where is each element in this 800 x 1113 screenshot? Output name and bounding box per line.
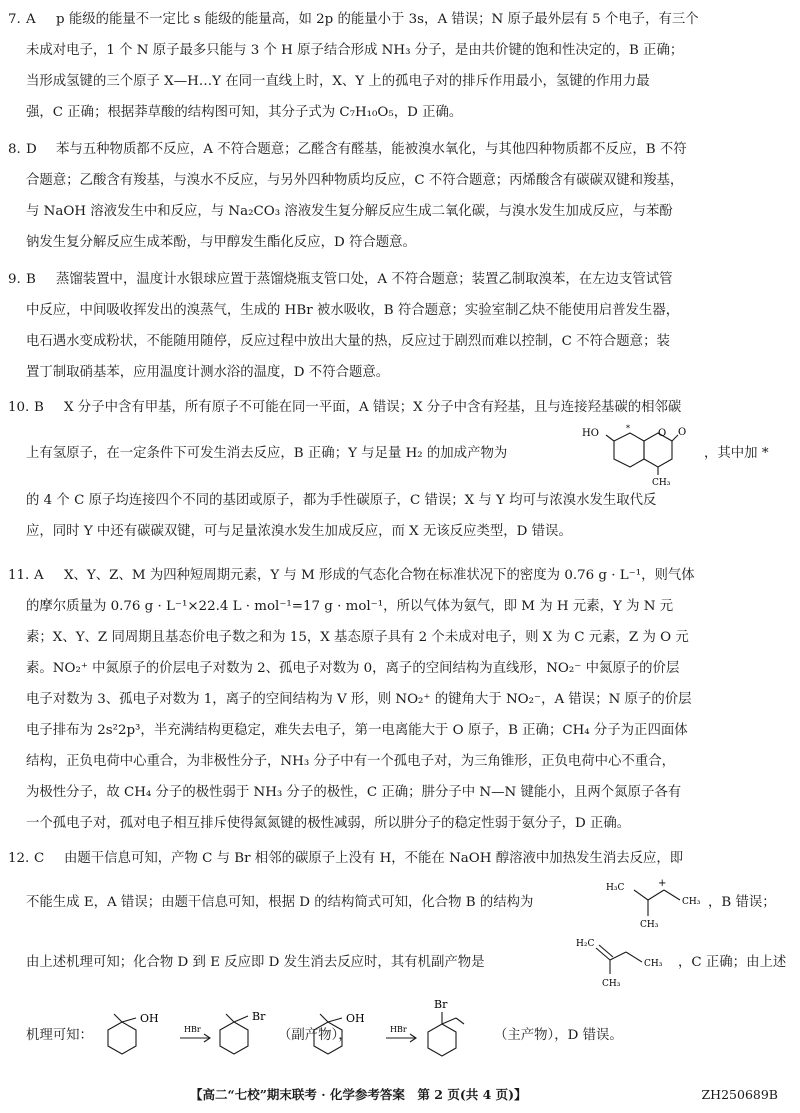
item-text: 上有氢原子，在一定条件下可发生消去反应，B 正确；Y 与足量 H₂ 的加成产物为 — [26, 446, 508, 461]
b-carbocation-plus: + — [658, 878, 667, 889]
mech-oh-label-2: OH — [346, 1012, 365, 1025]
item-answer: B — [34, 400, 44, 415]
item-text: 不能生成 E，A 错误；由题干信息可知，根据 D 的结构简式可知，化合物 B 的结构为 — [26, 895, 534, 910]
item-11-line-8: 为极性分子，故 CH₄ 分子的极性弱于 NH₃ 分子的极性，C 正确；肼分子中 N—N 键能小，且两个氮原子各有 — [26, 785, 682, 800]
answer-item-12 — [8, 843, 792, 1078]
b-ch3-right-label: CH₃ — [682, 897, 701, 907]
item-text: 蒸馏装置中，温度计水银球应置于蒸馏烧瓶支管口处，A 不符合题意；装置乙制取溴苯，在左边支管试管 — [56, 272, 673, 287]
answer-item-8 — [8, 134, 792, 258]
compound-b-structure — [602, 874, 714, 932]
item-answer: B — [26, 272, 36, 287]
item-number: 9. — [8, 272, 21, 287]
item-11-line-3: 素；X、Y、Z 同周期且基态价电子数之和为 15，X 基态原子具有 2 个未成对电子，则 X 为 C 元素，Z 为 O 元 — [26, 630, 689, 645]
item-text: ，C 正确；由上述 — [678, 955, 787, 970]
chiral-star: * — [626, 424, 630, 433]
item-12-line-4 — [8, 994, 792, 1078]
item-answer: A — [26, 12, 36, 27]
item-8-line-3: 与 NaOH 溶液发生中和反应，与 Na₂CO₃ 溶液发生复分解反应生成二氧化碳，与溴水发生加成反应，与苯酚 — [26, 204, 673, 219]
item-10-line-4: 应，同时 Y 中还有碳碳双键，可与足量浓溴水发生加成反应，而 X 无该反应类型，D 错误。 — [26, 524, 572, 539]
compound-d-elimination-byproduct-structure — [574, 934, 678, 992]
item-7-line-2: 未成对电子，1 个 N 原子最多只能与 3 个 H 原子结合形成 NH₃ 分子，是由共价键的饱和性决定的，B 正确； — [26, 43, 684, 58]
item-9-line-4: 置丁制取硝基苯，应用温度计测水浴的温度，D 不符合题意。 — [26, 365, 390, 380]
mech-br-label-1: Br — [252, 1010, 266, 1023]
item-11-line-5: 电子对数为 3、孤电子对数为 1，离子的空间结构为 V 形，则 NO₂⁺ 的键角大于 NO₂⁻，A 错误；N 原子的价层 — [26, 692, 692, 707]
d-ch3-right-label: CH₃ — [644, 959, 663, 969]
carbonyl-o-label: O — [678, 427, 687, 438]
item-text: ，其中加 * — [704, 446, 769, 461]
b-ch3-bottom-label: CH₃ — [640, 920, 659, 930]
item-10-line-3: 的 4 个 C 原子均连接四个不同的基团或原子，都为手性碳原子，C 错误；X 与 Y 均可与浓溴水发生取代反 — [26, 493, 657, 508]
footer-code: ZH250689B — [701, 1087, 778, 1102]
item-8-line-4: 钠发生复分解反应生成苯酚，与甲醇发生酯化反应，D 符合题意。 — [26, 235, 416, 250]
item-7-line-3: 当形成氢键的三个原子 X—H…Y 在同一直线上时，X、Y 上的孤电子对的排斥作用最小，氢键的作用力最 — [26, 74, 650, 89]
item-number: 7. — [8, 12, 21, 27]
footer-title: 【高二“七校”期末联考 · 化学参考答案 第 2 页(共 4 页)】 — [190, 1087, 527, 1102]
ring-left — [614, 433, 644, 467]
oh-label: HO — [582, 428, 599, 439]
item-11-line-7: 结构，正负电荷中心重合，为非极性分子，NH₃ 分子中有一个孤电子对，为三角锥形，正负电荷中心不重合， — [26, 754, 675, 769]
item-7-line-1 — [8, 4, 792, 35]
item-text: 苯与五种物质都不反应，A 不符合题意；乙醛含有醛基，能被溴水氧化，与其他四种物质都不反应，B 不符 — [56, 142, 687, 157]
mech-br-label-2: Br — [434, 998, 448, 1011]
y-hydrogenation-product-structure — [576, 419, 694, 489]
item-11-line-9: 一个孤电子对，孤对电子相互排斥使得氮氮键的极性减弱，所以肼分子的稳定性弱于氨分子，D 正确。 — [26, 816, 631, 831]
item-answer: D — [26, 142, 37, 157]
ch3-label: CH₃ — [652, 478, 671, 488]
page-footer — [0, 1084, 800, 1106]
item-8-line-2: 合题意；乙酸含有羧基，与溴水不反应，与另外四种物质均反应，C 不符合题意；丙烯酸含有碳碳双键和羧基， — [26, 173, 684, 188]
mech-oh-label-1: OH — [140, 1012, 159, 1025]
item-text: X、Y、Z、M 为四种短周期元素，Y 与 M 形成的气态化合物在标准状况下的密度为 0.76 g · L⁻¹，则气体 — [64, 568, 695, 583]
d-ch3-bottom-label: CH₃ — [602, 979, 621, 989]
answer-item-11 — [8, 560, 792, 839]
item-9-line-3: 电石遇水变成粉状，不能随用随停，反应过程中放出大量的热，反应过于剧烈而难以控制，C 不符合题意；装 — [26, 334, 670, 349]
item-11-line-6: 电子排布为 2s²2p³，半充满结构更稳定，难失去电子，第一电离能大于 O 原子，B 正确；CH₄ 分子为正四面体 — [26, 723, 688, 738]
item-text: 由题干信息可知，产物 C 与 Br 相邻的碳原子上没有 H，不能在 NaOH 醇溶液中加热发生消去反应，即 — [64, 851, 684, 866]
item-9-line-1 — [8, 264, 792, 295]
item-8-line-1 — [8, 134, 792, 165]
mech-hbr-label-1: HBr — [184, 1025, 201, 1034]
b-h3c-label: H₃C — [606, 883, 625, 893]
item-11-line-2: 的摩尔质量为 0.76 g · L⁻¹×22.4 L · mol⁻¹=17 g · mol⁻¹，所以气体为氨气，即 M 为 H 元素，Y 为 N 元 — [26, 599, 674, 614]
item-number: 11. — [8, 568, 30, 583]
item-number: 12. — [8, 851, 30, 866]
item-11-line-1 — [8, 560, 792, 591]
byproduct-label: （副产物）， — [278, 1028, 352, 1043]
item-12-line-3 — [8, 932, 792, 994]
item-answer: A — [34, 568, 44, 583]
item-text: 由上述机理可知；化合物 D 到 E 反应即 D 发生消去反应时，其有机副产物是 — [26, 955, 485, 970]
answer-item-7 — [8, 4, 792, 128]
d-h2c-label: H₂C — [576, 939, 595, 949]
answer-item-10 — [8, 392, 792, 547]
item-text: X 分子中含有甲基，所有原子不可能在同一平面，A 错误；X 分子中含有羟基，且与连接羟基碳的相邻碳 — [64, 400, 682, 415]
item-7-line-4: 强，C 正确；根据莽草酸的结构图可知，其分子式为 C₇H₁₀O₅，D 正确。 — [26, 105, 463, 120]
mech-hbr-label-2: HBr — [390, 1025, 407, 1034]
item-number: 10. — [8, 400, 30, 415]
item-11-line-4: 素。NO₂⁺ 中氮原子的价层电子对数为 2、孤电子对数为 0，离子的空间结构为直线形，NO₂⁻ 中氮原子的价层 — [26, 661, 680, 676]
item-12-line-1 — [8, 843, 792, 874]
ring-o-label: O — [658, 428, 667, 439]
item-number: 8. — [8, 142, 21, 157]
main-product-label: （主产物），D 错误。 — [494, 1028, 623, 1043]
item-10-line-2 — [8, 423, 792, 488]
item-12-line-2 — [8, 874, 792, 932]
item-answer: C — [34, 851, 45, 866]
item-text: 机理可知： — [26, 1028, 93, 1043]
answer-item-9 — [8, 264, 792, 388]
item-text: ，B 错误； — [708, 895, 776, 910]
item-9-line-2: 中反应，中间吸收挥发出的溴蒸气，生成的 HBr 被水吸收，B 符合题意；实验室制乙炔不能使用启普发生器， — [26, 303, 680, 318]
item-text: p 能级的能量不一定比 s 能级的能量高，如 2p 的能量小于 3s，A 错误；N 原子最外层有 5 个电子，有三个 — [56, 12, 699, 27]
